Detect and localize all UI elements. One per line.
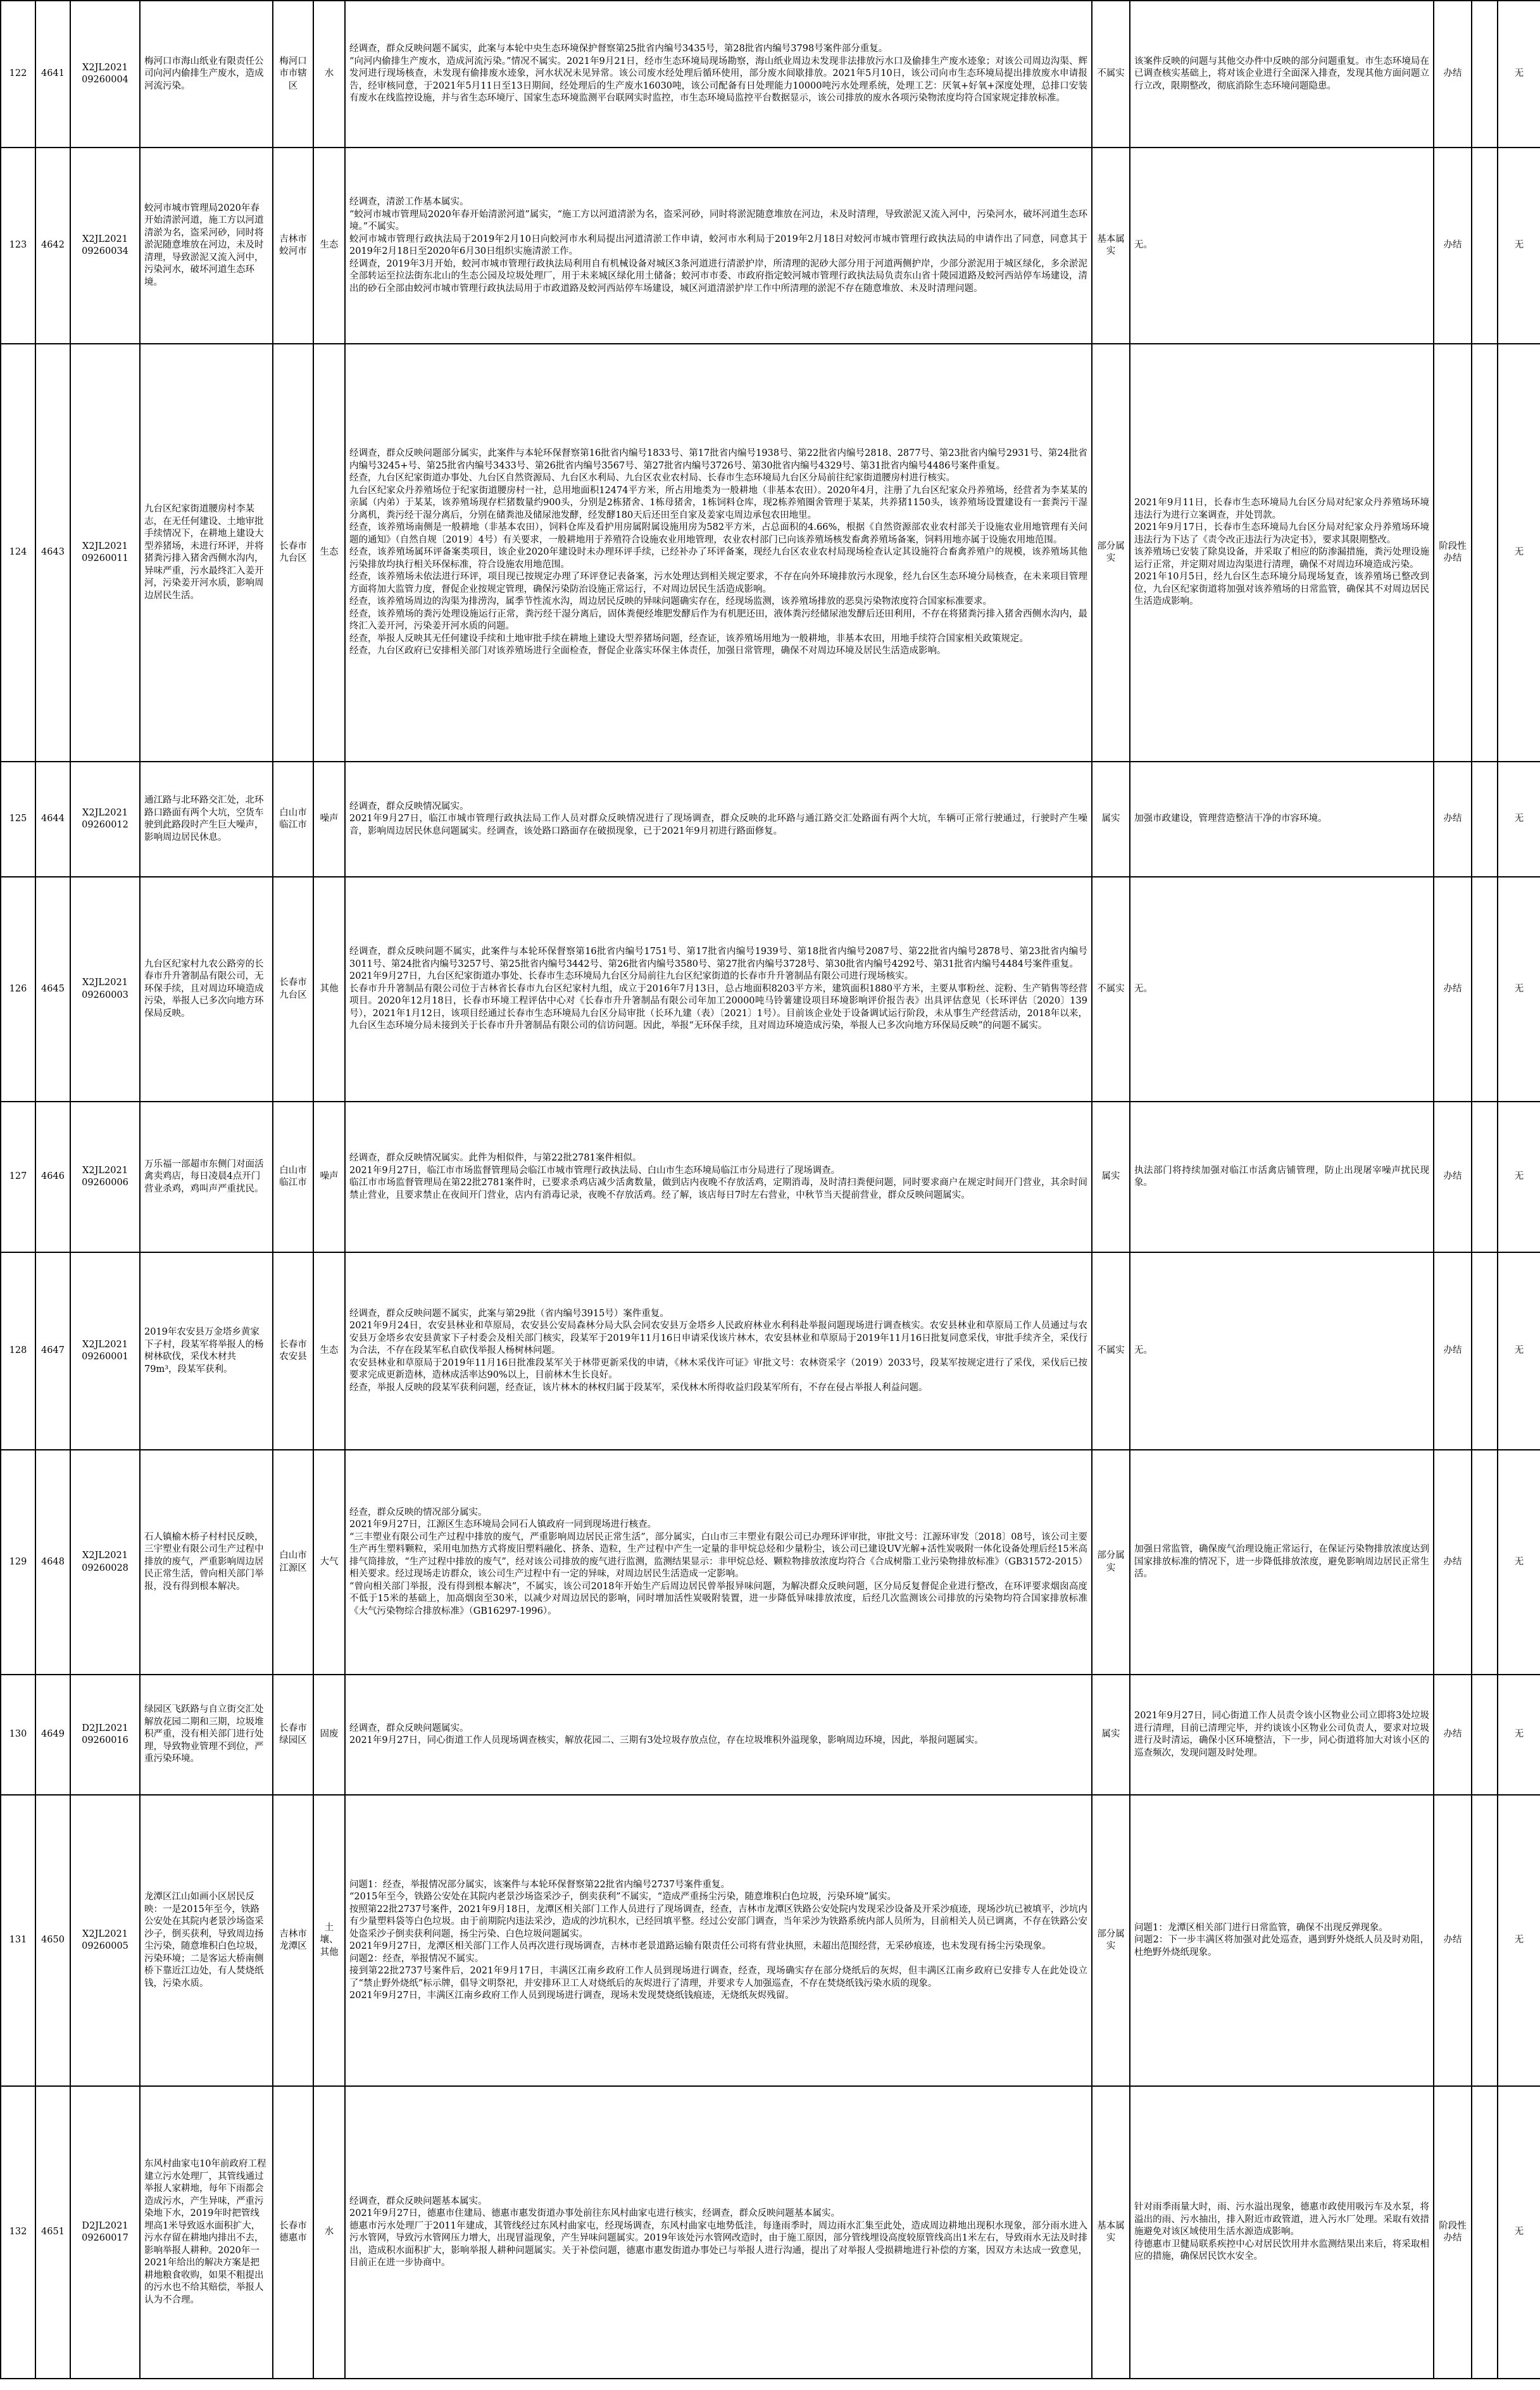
status-cell: 属实 (1092, 1102, 1130, 1252)
seq-cell: 128 (1, 1252, 35, 1450)
accountability-cell: 无 (1498, 762, 1540, 877)
num-cell: 4644 (35, 762, 70, 877)
result-cell: 办结 (1434, 1, 1472, 148)
accountability-cell: 无 (1498, 1675, 1540, 1795)
result-cell: 办结 (1434, 1252, 1472, 1450)
code-cell: X2JL2021 09260005 (70, 1795, 140, 2086)
blank-cell (1472, 1252, 1498, 1450)
num-cell: 4643 (35, 344, 70, 762)
measures-cell: 针对雨季雨量大时，雨、污水溢出现象，德惠市政使用吸污车及水泵，将溢出的雨、污水抽出，排入附近市政管道，进入污水厂处理。采取有效措施避免对该区域使用生活水源造成影响。 待德惠市卫健局联系疾控中心对居民饮用井水监测结果出来后，将采取相应的措施，确保居民饮水安全。 (1130, 2086, 1434, 2379)
table-row (1, 877, 1540, 1102)
table-row (1, 2086, 1540, 2379)
result-cell: 办结 (1434, 762, 1472, 877)
status-cell: 属实 (1092, 1675, 1130, 1795)
blank-cell (1472, 877, 1498, 1102)
blank-cell (1472, 1795, 1498, 2086)
status-cell: 不属实 (1092, 1252, 1130, 1450)
seq-cell: 122 (1, 1, 35, 148)
num-cell: 4649 (35, 1675, 70, 1795)
district-cell: 白山市江源区 (273, 1450, 313, 1675)
blank-cell (1472, 2086, 1498, 2379)
seq-cell: 130 (1, 1675, 35, 1795)
result-cell: 办结 (1434, 1675, 1472, 1795)
accountability-cell: 无 (1498, 344, 1540, 762)
status-cell: 部分属实 (1092, 344, 1130, 762)
blank-cell (1472, 1450, 1498, 1675)
district-cell: 梅河口市市辖区 (273, 1, 313, 148)
table-row (1, 1252, 1540, 1450)
district-cell: 白山市临江市 (273, 762, 313, 877)
content-cell: 石人镇榆木桥子村村民反映，三宇塑业有限公司生产过程中排放的废气，严重影响周边居民正常生活，曾向相关部门举报，没有得到根本解决。 (140, 1450, 273, 1675)
district-cell: 吉林市蛟河市 (273, 148, 313, 344)
measures-cell: 2021年9月27日，同心街道工作人员责令该小区物业公司立即将3处垃圾进行清理，目前已清理完毕，并约谈该小区物业公司负责人，要求对垃圾进行及时清运，确保小区环境整洁，下一步，同心街道将加大对该小区的巡查频次，发现问题及时处理。 (1130, 1675, 1434, 1795)
seq-cell: 125 (1, 762, 35, 877)
blank-cell (1472, 762, 1498, 877)
verify-cell: 经调查，群众反映问题基本属实。 2021年9月27日，德惠市住建局、德惠市惠发街道办事处前往东风村曲家屯进行核实，经调查，群众反映问题基本属实。 德惠市污水处理厂于2011年建成，其管线经过东风村曲家屯，经现场调查，东风村曲家屯地势低洼，每逢雨季时，周边雨水汇集至此处，造成周边耕地出现积水现象，部分雨水进入污水管网，导致污水管网压力增大，出现冒溢现象，产生异味问题属实。2019年该处污水管网改造时，由于施工原因，部分管线埋设高度较原管线高出1米左右，导致雨水无法及时排出，造成积水面积扩大，影响举报人耕种问题属实。关于补偿问题，德惠市惠发街道办事处已与举报人进行沟通，提出了对举报人受损耕地进行补偿的方案，因双方未达成一致意见，目前正在进一步协商中。 (345, 2086, 1092, 2379)
content-cell: 2019年农安县万金塔乡黄家下子村，段某军将举报人的杨树林砍伐，采伐木材共79m³，段某军获利。 (140, 1252, 273, 1450)
code-cell: X2JL2021 09260004 (70, 1, 140, 148)
accountability-cell: 无 (1498, 1, 1540, 148)
code-cell: X2JL2021 09260012 (70, 762, 140, 877)
measures-cell: 无。 (1130, 1252, 1434, 1450)
type-cell: 生态 (313, 344, 345, 762)
table-body (1, 1, 1540, 2379)
result-cell: 办结 (1434, 148, 1472, 344)
district-cell: 吉林市龙潭区 (273, 1795, 313, 2086)
table-row (1, 1, 1540, 148)
content-cell: 蛟河市城市管理局2020年春开始清淤河道，施工方以河道清淤为名，盗采河砂，同时将淤泥随意堆放在河边，未及时清理，导致淤泥又流入河中，污染河水，破坏河道生态环境。 (140, 148, 273, 344)
result-cell: 办结 (1434, 877, 1472, 1102)
seq-cell: 131 (1, 1795, 35, 2086)
blank-cell (1472, 1102, 1498, 1252)
seq-cell: 124 (1, 344, 35, 762)
status-cell: 不属实 (1092, 1, 1130, 148)
accountability-cell: 无 (1498, 1102, 1540, 1252)
measures-cell: 无。 (1130, 148, 1434, 344)
type-cell: 其他 (313, 877, 345, 1102)
content-cell: 九台区纪家街道腰房村李某志，在无任何建设、土地审批手续情况下，在耕地上建设大型养猪场，未进行环评，并将猪粪污排入猪舍西侧水沟内，异味严重，污水最终汇入姜开河，污染姜开河水质，影响周边居民生活。 (140, 344, 273, 762)
status-cell: 基本属实 (1092, 148, 1130, 344)
content-cell: 通江路与北环路交汇处，北环路口路面有两个大坑，空货车驶到此路段时产生巨大噪声，影响周边居民休息。 (140, 762, 273, 877)
verify-cell: 经调查，群众反映情况属实。此件为相似件，与第22批2781案件相似。 2021年9月27日，临江市市场监督管理局会临江市城市管理行政执法局、白山市生态环境局临江市分局进行了现场调查。 临江市市场监督管理局在第22批2781案件时，已要求杀鸡店减少活禽数量，做到店内夜晚不存放活鸡，定期消毒，及时清扫粪便问题，同时要求商户在规定时间开门营业，其余时间禁止营业，且要求禁止在夜间开门营业，店内有消毒记录，夜晚不存放活鸡。经了解，该店每日7时左右营业，中秋节当天提前营业，群众反映问题属实。 (345, 1102, 1092, 1252)
accountability-cell: 无 (1498, 2086, 1540, 2379)
district-cell: 长春市绿园区 (273, 1675, 313, 1795)
content-cell: 绿园区飞跃路与自立街交汇处解放花园二期和三期，垃圾堆积严重，没有相关部门进行处理，导致物业管理不到位，严重污染环境。 (140, 1675, 273, 1795)
code-cell: D2JL2021 09260017 (70, 2086, 140, 2379)
num-cell: 4645 (35, 877, 70, 1102)
type-cell: 生态 (313, 1252, 345, 1450)
result-cell: 阶段性办结 (1434, 2086, 1472, 2379)
accountability-cell: 无 (1498, 148, 1540, 344)
type-cell: 生态 (313, 148, 345, 344)
status-cell: 属实 (1092, 762, 1130, 877)
status-cell: 部分属实 (1092, 1795, 1130, 2086)
seq-cell: 123 (1, 148, 35, 344)
accountability-cell: 无 (1498, 1795, 1540, 2086)
district-cell: 长春市九台区 (273, 344, 313, 762)
seq-cell: 126 (1, 877, 35, 1102)
table-row (1, 1102, 1540, 1252)
district-cell: 长春市德惠市 (273, 2086, 313, 2379)
verify-cell: 经调查，群众反映问题不属实，此案件与本轮环保督察第16批省内编号1751号、第17批省内编号1939号、第18批省内编号2087号、第22批省内编号2878号、第23批省内编号3011号、第24批省内编号3257号、第25批省内编号3442号、第26批省内编号3580号、第27批省内编号3728号、第30批省内编号4292号、第31批省内编号4484号案件重复。 2021年9月27日，九台区纪家街道办事处、长春市生态环境局九台区分局前往九台区纪家街道的长春市升升箸制品有限公司进行现场核实。 长春市升升箸制品有限公司位于吉林省长春市九台区纪家村九组，成立于2016年7月13日，总占地面积8203平方米，建筑面积1880平方米，主要从事粉丝、淀粉、生产销售等经营项目。2020年12月18日，长春市环境工程评估中心对《长春市升升箸制品有限公司年加工20000吨马铃薯建设项目环境影响评价报告表》出具评估意见（长环评估〔2020〕139号），2021年1月12日，该项目经通过长春市生态环境局九台区分局审批（长环九建（表）〔2021〕1号）。目前该企业处于设备调试运行阶段，未从事生产经营活动，2018年以来，九台区生态环境分局未接到关于长春市升升箸制品有限公司的信访问题。因此，举报“无环保手续，且对周边环境造成污染，举报人已多次向地方环保局反映”的问题不属实。 (345, 877, 1092, 1102)
status-cell: 基本属实 (1092, 2086, 1130, 2379)
code-cell: X2JL2021 09260006 (70, 1102, 140, 1252)
code-cell: X2JL2021 09260011 (70, 344, 140, 762)
status-cell: 不属实 (1092, 877, 1130, 1102)
num-cell: 4642 (35, 148, 70, 344)
code-cell: D2JL2021 09260016 (70, 1675, 140, 1795)
num-cell: 4648 (35, 1450, 70, 1675)
district-cell: 白山市临江市 (273, 1102, 313, 1252)
measures-cell: 无。 (1130, 877, 1434, 1102)
measures-cell: 加强市政建设，管理营造整洁干净的市容环境。 (1130, 762, 1434, 877)
verify-cell: 经调查，群众反映问题部分属实，此案件与本轮环保督察第16批省内编号1833号、第17批省内编号1938号、第22批省内编号2818、2877号、第23批省内编号2931号、第24批省内编号3245+号、第25批省内编号3433号、第26批省内编号3567号、第27批省内编号3726号、第30批省内编号4329号、第31批省内编号4486号案件重复。 经查，九台区纪家街道办事处、九台区自然资源局、九台区水利局、九台区农业农村局、长春市生态环境局九台区分局前往纪家街道腰房村进行核实。 九台区纪家众丹养殖场位于纪家街道腰房村一社，总用地面积12474平方米，所占用地类为一般耕地（非基本农田）。2020年4月，注册了九台区纪家众丹养殖场，经营者为李某某的亲属（内弟）于某某，该养殖场现存栏猪数量约900头，分别是2栋猪舍、1栋母猪舍，1栋饲料仓库，现2栋养殖圈舍管理于某某，共养猪1150头，该养殖场设置建设有一套粪污干湿分离机，粪污经干湿分离后，分别在储粪池及储尿池发酵，经发酵180天后还田至自家及姜家屯周边承包农田地里。 经查，该养殖场南侧是一般耕地（非基本农田），饲料仓库及看护用房属附属设施用房为582平方米，占总面积的4.66%，根据《自然资源部农业农村部关于设施农业用地管理有关问题的通知》（自然自规〔2019〕4号）有关要求，一般耕地用于养殖符合设施农业用地管理，农业农村部门已向该养殖场核发畜禽养殖场备案，饲料用地亦属于设施农用地范围。 经查，该养殖场属环评备案类项目，该企业2020年建设时未办理环评手续，已经补办了环评备案，现经九台区农业农村局现场检查认定其设施符合畜禽养殖户的规模，该养殖场其他污染排放均执行相关环保标准，符合设施农用地范围。 经查，该养殖场未依法进行环评，项目现已按规定办理了环评登记表备案，污水处理达到相关规定要求，不存在向外环境排放污水现象，经九台区生态环境分局核查，在未来项目管理方面将加大监管力度，督促企业按规定管理，确保污染防治设施正常运行，不对周边居民生活造成影响。 经查，该养殖场周边的沟渠为排涝沟，属季节性流水沟，周边居民反映的异味问题确实存在，经现场监测，该养殖场排放的恶臭污染物浓度符合国家标准要求。 经查，该养殖场的粪污处理设施运行正常，粪污经干湿分离后，固体粪便经堆肥发酵后作为有机肥还田，液体粪污经储尿池发酵后还田利用，不存在将猪粪污排入猪舍西侧水沟内，最终汇入姜开河，污染姜开河水质的问题。 经查，举报人反映其无任何建设手续和土地审批手续在耕地上建设大型养猪场问题，经查证，该养殖场用地为一般耕地，非基本农田，用地手续符合国家相关政策规定。 经查，九台区政府已安排相关部门对该养殖场进行全面检查，督促企业落实环保主体责任，加强日常管理，确保不对周边环境及居民生活造成影响。 (345, 344, 1092, 762)
content-cell: 龙潭区江山如画小区居民反映：一是2015年至今，铁路公安处在其院内老景沙场盗采沙子，倒买获利，导致周边扬尘污染，随意堆积白色垃圾，污染环境；二是客运大桥南侧桥下靠近江边处，有人焚烧纸钱，污染水质。 (140, 1795, 273, 2086)
measures-cell: 执法部门将持续加强对临江市活禽店铺管理，防止出现屠宰噪声扰民现象。 (1130, 1102, 1434, 1252)
measures-cell: 问题1：龙潭区相关部门进行日常监管，确保不出现反弹现象。 问题2：下一步丰满区将加强对此处巡查，遇到野外烧纸人员及时劝阻，杜绝野外烧纸现象。 (1130, 1795, 1434, 2086)
type-cell: 噪声 (313, 1102, 345, 1252)
table-row (1, 344, 1540, 762)
blank-cell (1472, 1, 1498, 148)
content-cell: 九台区纪家村九农公路旁的长春市升升箸制品有限公司，无环保手续，且对周边环境造成污染，举报人已多次向地方环保局反映。 (140, 877, 273, 1102)
type-cell: 水 (313, 2086, 345, 2379)
verify-cell: 经调查，群众反映问题不属实，此案与本轮中央生态环境保护督察第25批省内编号3435号，第28批省内编号3798号案件部分重复。 “向河内偷排生产废水，造成河流污染。”情况不属实。2021年9月21日，经市生态环境局现场勘察，海山纸业周边未发现非法排放污水口及偷排生产废水迹象；对该公司周边沟渠、辉发河进行现场核查，未发现有偷排废水迹象，河水状况未见异常。该公司废水经处理后循环使用，部分废水间歇排放。2021年5月10日，该公司向市生态环境局提出排放废水申请报告，经审核同意，于2021年5月11日至13日期间，经处理后的生产废水16030吨，该公司配备有日处理能力10000吨污水处理系统，处理工艺：厌氧+好氧+深度处理，总排口安装有废水在线监控设施，并与省生态环境厅、国家生态环境监测平台联网实时监控，市生态环境局监控平台数据显示，该公司排放的废水各项污染物浓度均符合国家规定排放标准。 (345, 1, 1092, 148)
seq-cell: 127 (1, 1102, 35, 1252)
num-cell: 4651 (35, 2086, 70, 2379)
num-cell: 4650 (35, 1795, 70, 2086)
num-cell: 4646 (35, 1102, 70, 1252)
code-cell: X2JL2021 09260003 (70, 877, 140, 1102)
content-cell: 东风村曲家屯10年前政府工程建立污水处理厂，其管线通过举报人家耕地，每年下雨都会造成污水，产生异味，严重污染地下水，2019年时把管线埋高1米导致返水面积扩大，污水存留在耕地内排出不去，影响举报人耕种。2020年一2021年给出的解决方案是把耕地粮食收购，如果不粗提出的污水也不给其赔偿，举报人认为不合理。 (140, 2086, 273, 2379)
table-row (1, 1795, 1540, 2086)
measures-cell: 加强日常监管，确保废气治理设施正常运行，在保证污染物排放浓度达到国家排放标准的情况下，进一步降低排放浓度，避免影响周边居民正常生活。 (1130, 1450, 1434, 1675)
table-row (1, 1450, 1540, 1675)
code-cell: X2JL2021 09260034 (70, 148, 140, 344)
code-cell: X2JL2021 09260028 (70, 1450, 140, 1675)
result-cell: 办结 (1434, 1795, 1472, 2086)
verify-cell: 问题1：经查，举报情况部分属实，该案件与本轮环保督察第22批省内编号2737号案件重复。 “2015年至今，铁路公安处在其院内老景沙场盗采沙子，倒卖获利”不属实，“造成严重扬尘污染，随意堆积白色垃圾，污染环境”属实。 按照第22批2737号案件，2021年9月18日，龙潭区相关部门工作人员进行了现场调查，经查，吉林市龙潭区铁路公安处院内发现采沙设备及开采沙痕迹，现场沙坑已被填平，沙坑内有少量塑料袋等白色垃圾。由于前期院内违法采沙，造成的沙坑积水，已经回填平整。经过公安部门调查，当年采沙为铁路系统内部人员所为，目前相关人员已调离，不存在铁路公安处盗采沙子倒卖获利问题，扬尘污染、白色垃圾问题属实。 2021年9月27日，龙潭区相关部门工作人员再次进行现场调查，吉林市老景道路运输有限责任公司将有营业执照，未超出范围经营，无采砂痕迹，也未发现有扬尘污染现象。 问题2：经查，举报情况不属实。 接到第22批2737号案件后，2021年9月17日，丰满区江南乡政府工作人员到现场进行调查，经查，现场确实存在部分烧纸后的灰烬，但丰满区江南乡政府已安排专人在此处设立了“禁止野外烧纸”标示牌，倡导文明祭祀，并安排环卫工人对烧纸后的灰烬进行了清理，并要求专人加强巡查，不存在焚烧纸钱污染水质的现象。 2021年9月27日，丰满区江南乡政府工作人员到现场进行调查，现场未发现焚烧纸钱痕迹，无烧纸灰烬残留。 (345, 1795, 1092, 2086)
verify-cell: 经调查，群众反映问题不属实，此案与第29批（省内编号3915号）案件重复。 2021年9月24日，农安县林业和草原局，农安县公安局森林分局大队会同农安县万金塔乡人民政府林业水利科赴举报问题现场进行调查核实。农安县林业和草原局工作人员通过与农安县万金塔乡农安县黄家下子村委会及相关部门核实，段某军于2019年11月16日申请采伐该片林木，农安县林业和草原局于2019年11月16日批复同意采伐，审批手续齐全，采伐行为合法，不存在段某军私自砍伐举报人杨树林问题。 农安县林业和草原局于2019年11月16日批准段某军关于林带更新采伐的申请，《林木采伐许可证》审批文号：农林资采字（2019）2033号，段某军按规定进行了采伐，采伐后已按要求完成更新造林，造林成活率达90%以上，目前林木生长良好。 经查，举报人反映的段某军获利问题，经查证，该片林木的林权归属于段某军，采伐林木所得收益归段某军所有，不存在侵占举报人利益问题。 (345, 1252, 1092, 1450)
accountability-cell: 无 (1498, 1450, 1540, 1675)
result-cell: 办结 (1434, 1450, 1472, 1675)
num-cell: 4641 (35, 1, 70, 148)
type-cell: 固废 (313, 1675, 345, 1795)
type-cell: 土壤、其他 (313, 1795, 345, 2086)
accountability-cell: 无 (1498, 1252, 1540, 1450)
table-row (1, 148, 1540, 344)
verify-cell: 经调查，群众反映情况属实。 2021年9月27日，临江市城市管理行政执法局工作人员对群众反映情况进行了现场调查，群众反映的北环路与通江路交汇处路面有两个大坑，车辆可正常行驶通过，行驶时产生噪音，影响周边居民休息问题属实。经调查，该处路口路面存在破损现象，已于2021年9月初进行路面修复。 (345, 762, 1092, 877)
district-cell: 长春市九台区 (273, 877, 313, 1102)
verify-cell: 经调查，清淤工作基本属实。 “蛟河市城市管理局2020年春开始清淤河道”属实，“施工方以河道清淤为名，盗采河砂，同时将淤泥随意堆放在河边，未及时清理，导致淤泥又流入河中，污染河水，破坏河道生态环境。”不属实。 蛟河市城市管理行政执法局于2019年2月10日向蛟河市水利局提出河道清淤工作申请，蛟河市水利局于2019年2月18日对蛟河市城市管理行政执法局的申请作出了同意，同意其于2019年2月18日至2020年6月30日组织实施清淤工作。 经调查，2019年3月开始，蛟河市城市管理行政执法局利用自有机械设备对城区3条河道进行清淤护岸，所清理的泥砂大部分用于河道两侧护岸，少部分淤泥用于城区绿化，多余淤泥全部转运至拉法街东北山的生态公园及垃圾处理厂，用于未来城区绿化用土储备；蛟河市市委、市政府指定蛟河城市管理行政执法局负责东山省十陵园道路及蛟河西站停车场建设，清出的砂石全部由蛟河市城市管理行政执法局用于市政道路及蛟河西站停车场建设，城区河道清淤护岸工作中所清理的淤泥不存在随意堆放、未及时清理问题。 (345, 148, 1092, 344)
seq-cell: 129 (1, 1450, 35, 1675)
measures-cell: 该案件反映的问题与其他交办件中反映的部分问题重复。市生态环境局在已调查核实基础上，将对该企业进行全面深入排查，发现其他方面问题立行立改，限期整改，彻底消除生态环境问题隐患。 (1130, 1, 1434, 148)
verify-cell: 经调查，群众反映问题属实。 2021年9月27日，同心街道工作人员现场调查核实，解放花园二、三期有3处垃圾存放点位，存在垃圾堆积外溢现象，影响周边环境，因此，举报问题属实。 (345, 1675, 1092, 1795)
seq-cell: 132 (1, 2086, 35, 2379)
code-cell: X2JL2021 09260001 (70, 1252, 140, 1450)
type-cell: 水 (313, 1, 345, 148)
blank-cell (1472, 148, 1498, 344)
content-cell: 万乐福一部超市东侧门对面活禽卖鸡店，每日凌晨4点开门营业杀鸡，鸡叫声严重扰民。 (140, 1102, 273, 1252)
status-cell: 部分属实 (1092, 1450, 1130, 1675)
num-cell: 4647 (35, 1252, 70, 1450)
blank-cell (1472, 1675, 1498, 1795)
blank-cell (1472, 344, 1498, 762)
verify-cell: 经查，群众反映的情况部分属实。 2021年9月27日，江源区生态环境局会同石人镇政府一同到现场进行核查。 “三丰塑业有限公司生产过程中排放的废气，严重影响周边居民正常生活”，部分属实，白山市三丰塑业有限公司已办理环评审批，审批文号：江源环审发〔2018〕08号，该公司主要生产再生塑料颗粒，采用电加热方式将废旧塑料融化、挤条、造粒，生产过程中产生一定量的非甲烷总烃和少量粉尘，该公司已建设UV光解+活性炭吸附一体化设备处理后经15米高排气筒排放，“生产过程中排放的废气”，经对该公司排放的废气进行监测，监测结果显示：非甲烷总烃、颗粒物排放浓度均符合《合成树脂工业污染物排放标准》（GB31572-2015）相关要求。经过现场走访群众，该公司生产过程中有一定的异味，对周边居民生活造成一定影响。 “曾向相关部门举报，没有得到根本解决”，不属实，该公司2018年开始生产后周边居民曾举报异味问题，为解决群众反映问题，区分局反复督促企业进行整改，在环评要求烟囱高度不低于15米的基础上，加高烟囱至30米，以减少对周边居民的影响，同时增加活性炭吸附装置，进一步降低异味排放浓度，后经几次监测该公司排放的污染物均符合国家排放标准《大气污染物综合排放标准》（GB16297-1996）。 (345, 1450, 1092, 1675)
accountability-cell: 无 (1498, 877, 1540, 1102)
result-cell: 阶段性办结 (1434, 344, 1472, 762)
measures-cell: 2021年9月11日，长春市生态环境局九台区分局对纪家众丹养殖场环境违法行为进行立案调查，并处罚款。 2021年9月17日，长春市生态环境局九台区分局对纪家众丹养殖场环境违法行为下达了《责令改正违法行为决定书》，要求其限期整改。 该养殖场已安装了除臭设备，并采取了相应的防渗漏措施，粪污处理设施运行正常，并定期对周边沟渠进行清理，确保不对周边环境造成污染。 2021年10月5日，经九台区生态环境分局现场复查，该养殖场已整改到位，九台区纪家街道将加强对该养殖场的日常监管，确保其不对周边居民生活造成影响。 (1130, 344, 1434, 762)
district-cell: 长春市农安县 (273, 1252, 313, 1450)
table-row (1, 762, 1540, 877)
content-cell: 梅河口市海山纸业有限责任公司向河内偷排生产废水，造成河流污染。 (140, 1, 273, 148)
table-row (1, 1675, 1540, 1795)
type-cell: 噪声 (313, 762, 345, 877)
result-cell: 办结 (1434, 1102, 1472, 1252)
type-cell: 大气 (313, 1450, 345, 1675)
